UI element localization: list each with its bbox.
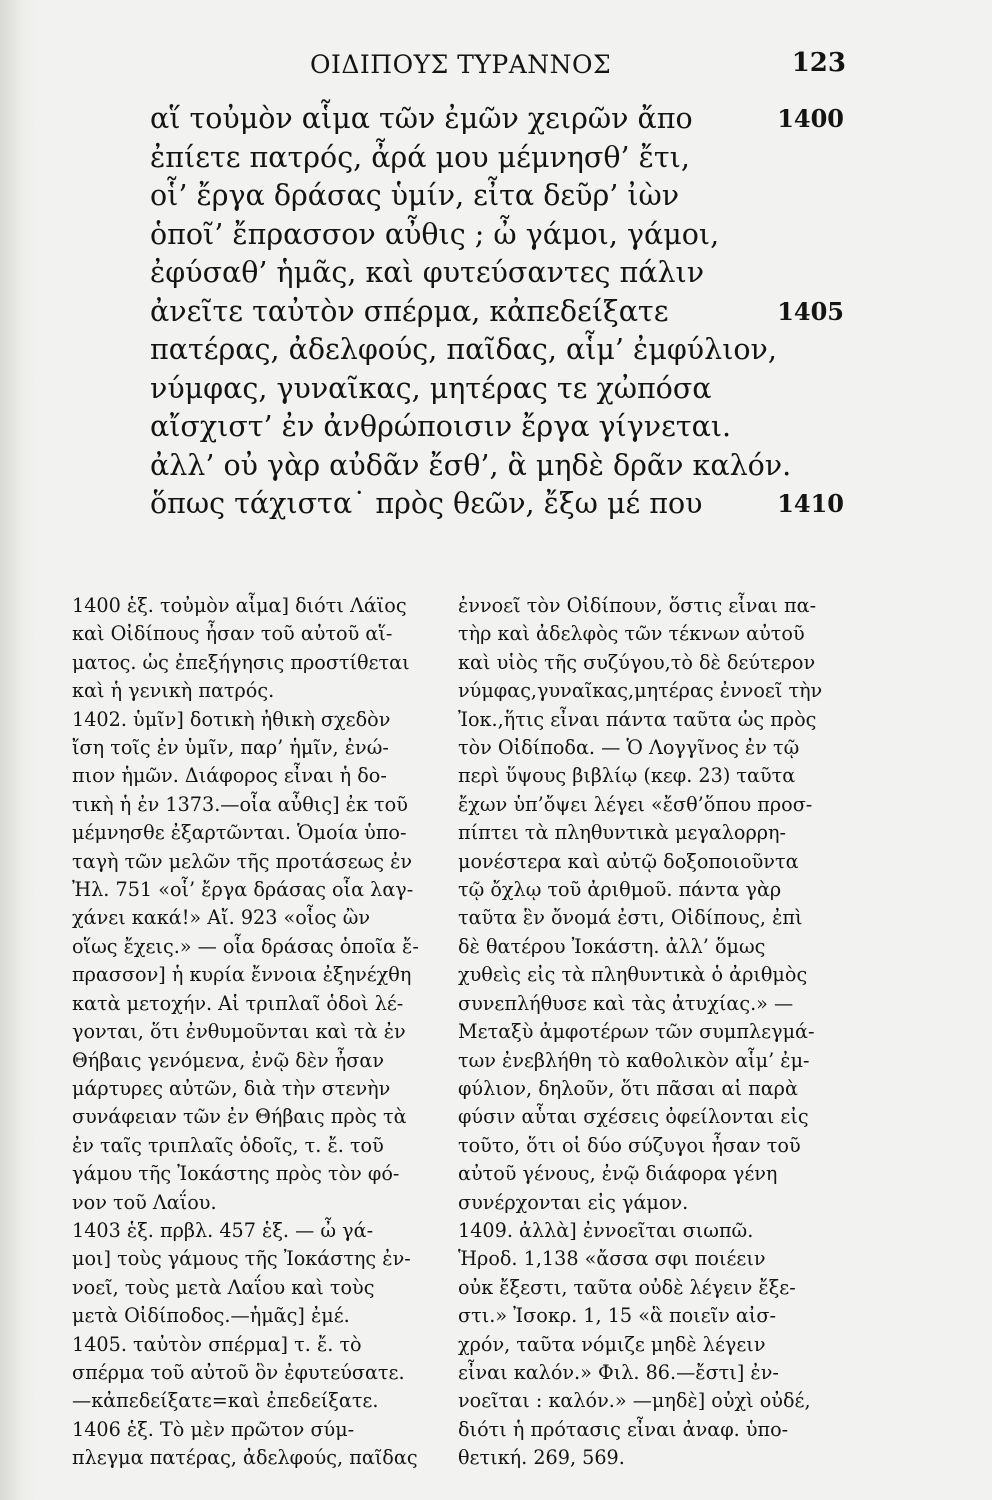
verse-text: πατέρας, ἀδελφούς, παῖδας, αἷμ’ ἐμφύλιον,	[150, 333, 777, 366]
commentary-line: τὸν Οἰδίποδα. — Ὁ Λογγῖνος ἐν τῷ	[458, 736, 800, 760]
commentary-line: γάμου τῆς Ἰοκάστης πρὸς τὸν φό-	[72, 1162, 400, 1186]
commentary-line: μονέστερα καὶ αὐτῷ δοξοποιοῦντα	[458, 849, 799, 873]
verse-line	[150, 331, 850, 370]
verse-line	[150, 447, 850, 486]
commentary-line: καὶ υἱὸς τῆς συζύγου,τὸ δὲ δεύτερον	[458, 650, 816, 674]
line-number: 1410	[777, 489, 844, 518]
commentary-line: δὲ θατέρου Ἰοκάστη. ἀλλ’ ὅμως	[458, 934, 766, 958]
commentary-line: περὶ ὕψους βιβλίῳ (κεφ. 23) ταῦτα	[458, 764, 796, 788]
commentary-line: πίπτει τὰ πληθυντικὰ μεγαλορρη-	[458, 821, 787, 845]
commentary-line: συνέρχονται εἰς γάμον.	[458, 1190, 689, 1214]
commentary-line: ἔχων ὑπ’ὄψει λέγει «ἔσθ’ὅπου προσ-	[458, 792, 813, 816]
commentary-line: διότι ἡ πρότασις εἶναι ἀναφ. ὑπο-	[458, 1417, 789, 1441]
commentary-line: ἴση τοῖς ἐν ὑμῖν, παρ’ ἡμῖν, ἐνώ-	[72, 736, 389, 760]
commentary-line: 1405. ταὐτὸν σπέρμα] τ. ἔ. τὸ	[72, 1332, 362, 1356]
commentary-line: ματος. ὡς ἐπεξήγησις προστίθεται	[72, 650, 410, 674]
commentary-line: πρασσον] ἡ κυρία ἔννοια ἐξηνέχθη	[72, 963, 412, 987]
verse-line	[150, 177, 850, 216]
commentary-line: ἐννοεῖ τὸν Οἰδίπουν, ὅστις εἶναι πα-	[458, 594, 817, 617]
commentary-line: μετὰ Οἰδίποδος.—ἡμᾶς] ἐμέ.	[72, 1304, 350, 1328]
commentary-line: στι.» Ἰσοκρ. 1, 15 «ἃ ποιεῖν αἰσ-	[458, 1304, 776, 1328]
verse-block	[150, 100, 850, 524]
verse-text: αἴσχιστ’ ἐν ἀνθρώποισιν ἔργα γίγνεται.	[150, 410, 732, 443]
verse-line	[150, 370, 850, 409]
verse-text: ἐφύσαθ’ ἡμᾶς, καὶ φυτεύσαντες πάλιν	[150, 256, 705, 289]
commentary-line: νον τοῦ Λαΐου.	[72, 1190, 217, 1214]
verse-line	[150, 293, 850, 332]
commentary-line: τῷ ὄχλῳ τοῦ ἀριθμοῦ. πάντα γὰρ	[458, 878, 782, 902]
commentary-line: φύσιν αὗται σχέσεις ὀφείλονται εἰς	[458, 1105, 809, 1129]
verse-text: ἀνεῖτε ταὐτὸν σπέρμα, κἀπεδείξατε	[150, 294, 669, 328]
line-number: 1405	[777, 296, 844, 326]
commentary-line: καὶ ἡ γενικὴ πατρός.	[72, 679, 275, 703]
commentary-line: ἐν ταῖς τριπλαῖς ὁδοῖς, τ. ἔ. τοῦ	[72, 1133, 384, 1157]
commentary-line: Μεταξὺ ἀμφοτέρων τῶν συμπλεγμά-	[458, 1020, 815, 1044]
commentary-line: ταῦτα ἓν ὄνομά ἐστι, Οἰδίπους, ἐπὶ	[458, 906, 803, 930]
line-number: 1400	[777, 104, 844, 133]
verse-text: οἷ’ ἔργα δράσας ὑμίν, εἶτα δεῦρ’ ἰὼν	[150, 179, 680, 212]
commentary-line: οἵως ἔχεις.» — οἷα δράσας ὁποῖα ἔ-	[72, 934, 419, 958]
running-title: ΟΙΔΙΠΟΥΣ ΤΥΡΑΝΝΟΣ	[310, 50, 612, 79]
commentary-line: χρόν, ταῦτα νόμιζε μηδὲ λέγειν	[458, 1332, 766, 1356]
commentary-line: συνάφειαν τῶν ἐν Θήβαις πρὸς τὰ	[72, 1105, 407, 1129]
commentary-line: Ἠλ. 751 «οἷ’ ἔργα δράσας οἷα λαγ-	[72, 878, 414, 902]
commentary-line: εἶναι καλόν.» Φιλ. 86.—ἔστι] ἐν-	[458, 1360, 779, 1384]
page-number: 123	[791, 48, 846, 78]
commentary-left-column	[72, 592, 432, 1473]
verse-text: αἵ τοὐμὸν αἷμα τῶν ἐμῶν χειρῶν ἄπο	[150, 102, 693, 135]
commentary-line: χάνει κακά!» Αἴ. 923 «οἷος ὢν	[72, 906, 371, 930]
commentary-line: 1400 ἑξ. τοὐμὸν αἷμα] διότι Λάϊος	[72, 594, 407, 617]
verse-text: νύμφας, γυναῖκας, μητέρας τε χὠπόσα	[150, 371, 712, 405]
commentary-line: οὐκ ἔξεστι, ταῦτα οὐδὲ λέγειν ἔξε-	[458, 1275, 796, 1299]
commentary-line: Ἰοκ.,ἥτις εἶναι πάντα ταῦτα ὡς πρὸς	[458, 707, 817, 731]
commentary-line: νοεῖ, τοὺς μετὰ Λαΐου καὶ τοὺς	[72, 1275, 375, 1299]
commentary-line: Θήβαις γενόμενα, ἐνῷ δὲν ἦσαν	[72, 1048, 385, 1072]
commentary-line: γονται, ὅτι ἐνθυμοῦνται καὶ τὰ ἐν	[72, 1020, 406, 1044]
commentary-line: τοῦτο, ὅτι οἱ δύο σύζυγοι ἦσαν τοῦ	[458, 1133, 801, 1157]
commentary-line: Ἡροδ. 1,138 «ἄσσα σφι ποιέειν	[458, 1247, 766, 1271]
commentary-line: των ἐνεβλήθη τὸ καθολικὸν αἷμ’ ἐμ-	[458, 1048, 810, 1072]
commentary-line: καὶ Οἰδίπους ἦσαν τοῦ αὐτοῦ αἵ-	[72, 622, 393, 646]
commentary-line: αὐτοῦ γένους, ἐνῷ διάφορα γένη	[458, 1162, 778, 1186]
verse-line	[150, 408, 850, 447]
commentary-line: θετική. 269, 569.	[458, 1446, 625, 1470]
commentary-line: 1403 ἑξ. πρβλ. 457 ἑξ. — ὦ γά-	[72, 1218, 374, 1242]
page-header	[0, 46, 992, 82]
commentary-line: νοεῖται : καλόν.» —μηδὲ] οὐχὶ οὐδέ,	[458, 1389, 811, 1413]
commentary-line: νύμφας,γυναῖκας,μητέρας ἐννοεῖ τὴν	[458, 679, 823, 703]
commentary-line: 1402. ὑμῖν] δοτικὴ ἠθικὴ σχεδὸν	[72, 707, 391, 731]
verse-line	[150, 254, 850, 293]
commentary-line: 1406 ἑξ. Τὸ μὲν πρῶτον σύμ-	[72, 1417, 355, 1441]
commentary-line: κατὰ μετοχήν. Αἱ τριπλαῖ ὁδοὶ λέ-	[72, 991, 404, 1015]
commentary-right-column	[458, 592, 852, 1473]
verse-text: ἐπίετε πατρός, ἆρά μου μέμνησθ’ ἔτι,	[150, 140, 690, 174]
commentary-line: τὴρ καὶ ἀδελφὸς τῶν τέκνων αὐτοῦ	[458, 622, 805, 646]
commentary-line: χυθεὶς εἰς τὰ πληθυντικὰ ὁ ἀριθμὸς	[458, 963, 808, 987]
verse-text: ὁποῖ’ ἔπρασσον αὖθις ; ὦ γάμοι, γάμοι,	[150, 217, 720, 251]
verse-text: ἀλλ’ οὐ γὰρ αὐδᾶν ἔσθ’, ἃ μηδὲ δρᾶν καλόν.	[150, 448, 792, 482]
commentary-line: συνεπλήθυσε καὶ τὰς ἀτυχίας.» —	[458, 991, 794, 1015]
commentary-line: τικὴ ἡ ἐν 1373.—οἷα αὖθις] ἐκ τοῦ	[72, 792, 408, 816]
commentary-line: μάρτυρες αὐτῶν, διὰ τὴν στενὴν	[72, 1076, 391, 1100]
page-gutter-shadow	[0, 0, 36, 1500]
verse-line	[150, 485, 850, 524]
commentary-line: μέμνησθε ἐξαρτῶνται. Ὁμοία ὑπο-	[72, 821, 407, 845]
verse-text: ὅπως τάχιστα˙ πρὸς θεῶν, ἔξω μέ που	[150, 487, 703, 520]
commentary-line: 1409. ἀλλὰ] ἐννοεῖται σιωπῶ.	[458, 1218, 754, 1242]
commentary-line: φύλιον, δηλοῦν, ὅτι πᾶσαι αἱ παρὰ	[458, 1076, 798, 1100]
commentary-line: —κἀπεδείξατε=καὶ ἐπεδείξατε.	[72, 1389, 379, 1413]
verse-line	[150, 139, 850, 178]
commentary-line: πλεγμα πατέρας, ἀδελφούς, παῖδας	[72, 1446, 418, 1470]
commentary-line: σπέρμα τοῦ αὐτοῦ ὃν ἐφυτεύσατε.	[72, 1360, 405, 1384]
commentary-line: ταγὴ τῶν μελῶν τῆς προτάσεως ἐν	[72, 849, 413, 873]
verse-line	[150, 216, 850, 255]
verse-line	[150, 100, 850, 139]
commentary-line: μοι] τοὺς γάμους τῆς Ἰοκάστης ἐν-	[72, 1247, 411, 1271]
commentary-line: πιον ἡμῶν. Διάφορος εἶναι ἡ δο-	[72, 764, 387, 788]
